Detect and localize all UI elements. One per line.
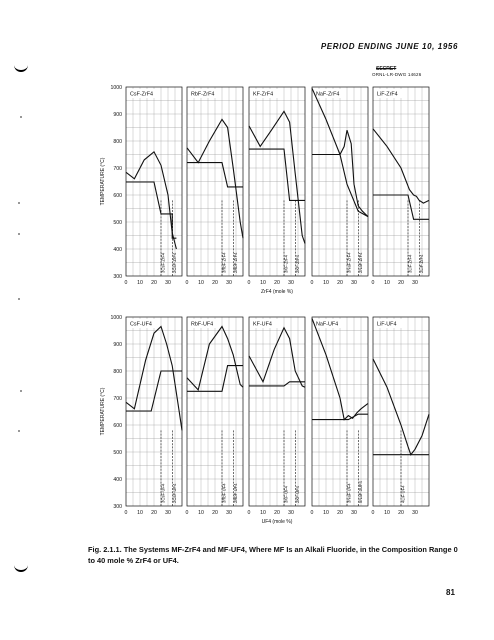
compound-label: 3NaF·UF4 — [346, 483, 352, 503]
y-tick-label: 300 — [113, 273, 122, 280]
compound-label: 2KF·UF4 — [295, 486, 301, 503]
x-tick-label: 0 — [310, 280, 314, 286]
scan-speck — [20, 390, 22, 392]
panel-title: KF-ZrF4 — [253, 91, 274, 98]
phase-panel-kf-zrf4 — [248, 87, 305, 286]
y-tick-label: 300 — [113, 503, 122, 510]
x-tick-label: 20 — [212, 280, 218, 286]
x-tick-label: 30 — [226, 510, 232, 516]
phase-panel-naf-uf4 — [311, 317, 368, 516]
x-tick-label: 0 — [247, 280, 251, 286]
compound-label: 5NaF·3UF4 — [358, 481, 364, 503]
x-tick-label: 30 — [165, 510, 171, 516]
x-tick-label: 10 — [198, 510, 204, 516]
x-tick-label: 0 — [310, 510, 314, 516]
y-tick-label: 700 — [113, 395, 122, 402]
phase-panel-lif-uf4 — [372, 317, 429, 516]
y-tick-label: 800 — [113, 368, 122, 375]
x-tick-label: 10 — [260, 280, 266, 286]
x-tick-label: 10 — [137, 510, 143, 516]
x-tick-label: 0 — [124, 280, 128, 286]
y-tick-label: 400 — [113, 246, 122, 253]
y-tick-label: 600 — [113, 422, 122, 429]
y-tick-label: 600 — [113, 192, 122, 199]
x-tick-label: 0 — [185, 510, 189, 516]
compound-label: 3LiF·ZrF4 — [407, 254, 413, 273]
x-tick-label: 20 — [398, 510, 404, 516]
x-tick-label: 30 — [226, 280, 232, 286]
x-tick-label: 30 — [288, 510, 294, 516]
scan-speck — [18, 298, 20, 300]
x-tick-label: 30 — [351, 280, 357, 286]
compound-label: 3NaF·ZrF4 — [346, 252, 352, 273]
x-tick-label: 10 — [137, 280, 143, 286]
compound-label: 2RbF·ZrF4 — [233, 252, 239, 273]
compound-label: 3KF·ZrF4 — [283, 255, 289, 273]
compound-label: 3CsF·UF4 — [160, 483, 166, 503]
panel-title: LiF-UF4 — [377, 321, 397, 328]
x-axis-label: UF4 (mole %) — [261, 519, 293, 525]
x-tick-label: 10 — [323, 510, 329, 516]
y-tick-label: 500 — [113, 449, 122, 456]
page-number: 81 — [446, 588, 455, 597]
panel-title: RbF-UF4 — [191, 321, 214, 328]
phase-panel-csf-uf4 — [125, 317, 182, 516]
compound-label: 2LiF·ZrF4 — [419, 254, 425, 273]
phase-panel-rbf-uf4 — [186, 317, 243, 516]
x-tick-label: 10 — [323, 280, 329, 286]
x-tick-label: 20 — [274, 280, 280, 286]
x-tick-label: 30 — [288, 280, 294, 286]
panel-title: CsF-ZrF4 — [130, 91, 154, 98]
scan-speck — [20, 116, 22, 118]
y-tick-label: 900 — [113, 341, 122, 348]
x-tick-label: 10 — [198, 280, 204, 286]
y-tick-label: 400 — [113, 476, 122, 483]
x-tick-label: 0 — [371, 280, 375, 286]
x-tick-label: 0 — [371, 510, 375, 516]
phase-panel-rbf-zrf4 — [186, 87, 243, 286]
compound-label: 2KF·ZrF4 — [295, 255, 301, 273]
compound-label: 4LiF·UF4 — [400, 485, 406, 503]
x-tick-label: 20 — [151, 280, 157, 286]
y-axis-label: TEMPERATURE (°C) — [100, 387, 106, 436]
x-tick-label: 30 — [412, 280, 418, 286]
x-tick-label: 30 — [412, 510, 418, 516]
compound-label: 3KF·UF4 — [283, 486, 289, 503]
x-tick-label: 10 — [384, 280, 390, 286]
phase-panel-kf-uf4 — [248, 317, 305, 516]
x-tick-label: 0 — [247, 510, 251, 516]
compound-label: 2CsF·UF4 — [172, 483, 178, 503]
x-tick-label: 20 — [212, 510, 218, 516]
x-tick-label: 20 — [337, 510, 343, 516]
phase-panel-csf-zrf4 — [125, 87, 182, 286]
panel-title: NaF-ZrF4 — [316, 91, 340, 98]
x-tick-label: 10 — [260, 510, 266, 516]
y-tick-label: 1000 — [110, 84, 122, 91]
x-tick-label: 20 — [337, 280, 343, 286]
panel-title: NaF-UF4 — [316, 321, 339, 328]
x-axis-label: ZrF4 (mole %) — [261, 289, 293, 295]
y-tick-label: 800 — [113, 138, 122, 145]
compound-label: 3CsF·ZrF4 — [160, 252, 166, 273]
y-tick-label: 1000 — [110, 314, 122, 321]
compound-label: 2CsF·ZrF4 — [172, 252, 178, 273]
phase-panel-naf-zrf4 — [311, 87, 368, 286]
x-tick-label: 20 — [151, 510, 157, 516]
running-header: PERIOD ENDING JUNE 10, 1956 — [320, 42, 458, 51]
compound-label: 2RbF·UF4 — [233, 483, 239, 503]
panel-title: CsF-UF4 — [130, 321, 152, 328]
x-tick-label: 0 — [124, 510, 128, 516]
classification-stamp: SECRET — [376, 66, 397, 72]
compound-label: 2NaF·ZrF4 — [358, 252, 364, 273]
scan-speck — [18, 202, 20, 204]
x-tick-label: 10 — [384, 510, 390, 516]
y-tick-label: 900 — [113, 111, 122, 118]
figure-caption: Fig. 2.1.1. The Systems MF-ZrF4 and MF-UF4, Where MF Is an Alkali Fluoride, in the Composition Range 0 to 40 mole % ZrF4 or UF4. — [88, 545, 458, 565]
drawing-number: ORNL-LR-DWG 14626 — [372, 72, 422, 77]
liquidus-curve — [126, 152, 176, 249]
panel-title: KF-UF4 — [253, 321, 272, 328]
compound-label: 3RbF·UF4 — [221, 483, 227, 503]
x-tick-label: 20 — [274, 510, 280, 516]
x-tick-label: 30 — [351, 510, 357, 516]
x-tick-label: 20 — [398, 280, 404, 286]
panel-title: RbF-ZrF4 — [191, 91, 215, 98]
x-tick-label: 30 — [165, 280, 171, 286]
y-tick-label: 500 — [113, 219, 122, 226]
phase-panel-lif-zrf4 — [372, 87, 429, 286]
y-tick-label: 700 — [113, 165, 122, 172]
scan-speck — [18, 430, 20, 432]
panel-title: LiF-ZrF4 — [377, 91, 398, 98]
x-tick-label: 0 — [185, 280, 189, 286]
solidus-line — [126, 182, 176, 238]
scan-speck — [18, 233, 20, 235]
compound-label: 3RbF·ZrF4 — [221, 252, 227, 273]
y-axis-label: TEMPERATURE (°C) — [100, 157, 106, 206]
